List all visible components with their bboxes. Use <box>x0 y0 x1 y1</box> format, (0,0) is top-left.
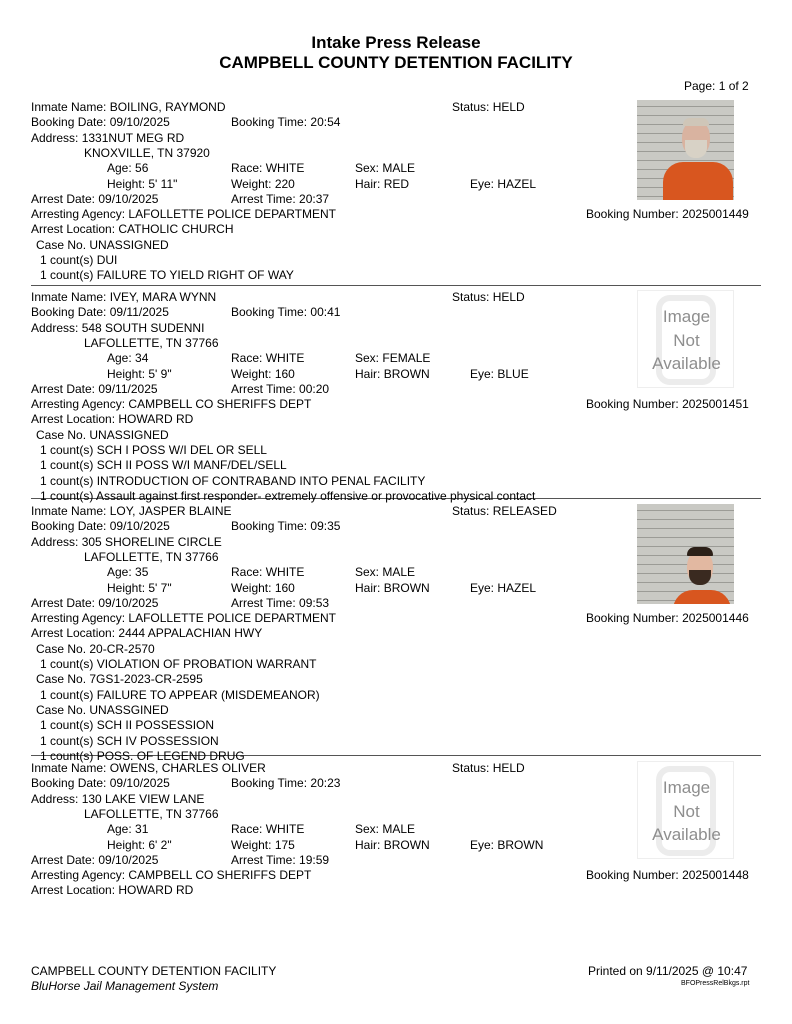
arrest-date <box>31 853 158 867</box>
race-value: WHITE <box>265 161 305 176</box>
height-value: 5' 7" <box>148 580 172 595</box>
arresting-agency-value: LAFOLLETTE POLICE DEPARTMENT <box>128 611 337 626</box>
inmate-name-label: Inmate Name: <box>31 100 107 114</box>
charge-line: 1 count(s) SCH II POSS W/I MANF/DEL/SELL <box>40 458 287 473</box>
facility-title: CAMPBELL COUNTY DETENTION FACILITY <box>219 53 573 72</box>
sex-value: MALE <box>382 161 416 176</box>
inmate-name-value: IVEY, MARA WYNN <box>109 290 217 304</box>
hair <box>355 581 430 595</box>
arresting-agency <box>31 611 336 625</box>
address <box>31 792 204 806</box>
booking-number <box>586 207 749 221</box>
inmate-name <box>31 290 216 304</box>
arrest-location <box>31 412 193 426</box>
height <box>107 581 172 595</box>
arrest-location <box>31 626 262 640</box>
charge-line: 1 count(s) FAILURE TO YIELD RIGHT OF WAY <box>40 268 294 283</box>
footer-system: BluHorse Jail Management System <box>31 979 219 993</box>
address-value: 305 SHORELINE CIRCLE <box>81 534 222 549</box>
weight-value: 220 <box>274 176 295 191</box>
booking-number-value: 2025001448 <box>682 868 749 883</box>
booking-date-label: Booking Date: <box>31 115 107 130</box>
booking-number <box>586 868 749 882</box>
arresting-agency <box>31 397 311 411</box>
hair <box>355 838 430 852</box>
charge-line: 1 count(s) FAILURE TO APPEAR (MISDEMEANOR) <box>40 687 320 702</box>
age-value: 34 <box>135 351 149 366</box>
arrest-time-label: Arrest Time: <box>231 595 296 610</box>
booking-date <box>31 776 170 790</box>
arrest-location-label: Arrest Location: <box>31 626 116 641</box>
inmate-name-label: Inmate Name: <box>31 290 107 304</box>
sex <box>355 351 430 365</box>
image-placeholder-text: Available <box>652 354 721 373</box>
weight-value: 175 <box>274 837 295 852</box>
booking-date-label: Booking Date: <box>31 776 107 791</box>
weight <box>231 838 295 852</box>
address-city: LAFOLLETTE, TN 37766 <box>84 335 219 350</box>
hair <box>355 177 409 191</box>
booking-time-label: Booking Time: <box>231 305 308 320</box>
weight-label: Weight: <box>231 580 272 595</box>
inmate-name <box>31 761 266 775</box>
status-value: HELD <box>492 100 525 114</box>
inmate-name-value: OWENS, CHARLES OLIVER <box>109 761 266 775</box>
race <box>231 822 304 836</box>
arrest-date-label: Arrest Date: <box>31 191 96 206</box>
booking-time-value: 09:35 <box>310 519 341 534</box>
arrest-time <box>231 382 329 396</box>
age-value: 35 <box>135 565 149 580</box>
image-placeholder-text: Available <box>652 825 721 844</box>
race-label: Race: <box>231 351 263 366</box>
arrest-date-label: Arrest Date: <box>31 595 96 610</box>
status-label: Status: <box>452 100 490 114</box>
race <box>231 161 304 175</box>
address-value: 548 SOUTH SUDENNI <box>81 320 205 335</box>
footer-report-file: BFOPressRelBkgs.rpt <box>681 980 750 987</box>
booking-number-label: Booking Number: <box>586 611 679 626</box>
status-label: Status: <box>452 504 490 518</box>
address <box>31 535 222 549</box>
weight <box>231 367 295 381</box>
address <box>31 131 184 145</box>
arresting-agency <box>31 868 311 882</box>
arrest-date-label: Arrest Date: <box>31 381 96 396</box>
booking-number-label: Booking Number: <box>586 397 679 412</box>
race <box>231 565 304 579</box>
booking-time-label: Booking Time: <box>231 115 308 130</box>
case-number: Case No. UNASSIGNED <box>36 427 169 442</box>
booking-date-value: 09/11/2025 <box>109 305 169 320</box>
inmate-name-value: BOILING, RAYMOND <box>109 100 226 114</box>
sex-label: Sex: <box>355 565 380 580</box>
charge-line: 1 count(s) SCH IV POSSESSION <box>40 733 219 748</box>
age-label: Age: <box>107 565 132 580</box>
hair <box>355 367 430 381</box>
weight-label: Weight: <box>231 366 272 381</box>
hair-value: BROWN <box>383 580 430 595</box>
booking-number <box>586 397 749 411</box>
arresting-agency-label: Arresting Agency: <box>31 611 126 626</box>
status-value: RELEASED <box>492 504 557 518</box>
height-value: 6' 2" <box>148 837 172 852</box>
age-label: Age: <box>107 161 132 176</box>
arrest-date <box>31 382 158 396</box>
height-value: 5' 9" <box>148 366 172 381</box>
booking-number-value: 2025001446 <box>682 611 749 626</box>
arrest-time-label: Arrest Time: <box>231 191 296 206</box>
charge-line: 1 count(s) DUI <box>40 253 118 267</box>
arrest-location-value: CATHOLIC CHURCH <box>118 222 234 237</box>
booking-date-label: Booking Date: <box>31 305 107 320</box>
eye-value: HAZEL <box>497 580 537 595</box>
status <box>452 100 525 114</box>
booking-date-value: 09/10/2025 <box>109 519 170 534</box>
arrest-location-label: Arrest Location: <box>31 883 116 898</box>
inmate-name <box>31 100 226 114</box>
height-label: Height: <box>107 580 146 595</box>
arrest-time-label: Arrest Time: <box>231 381 296 396</box>
eye <box>470 367 529 381</box>
booking-photo <box>637 504 734 604</box>
inmate-name-label: Inmate Name: <box>31 761 107 775</box>
address-city: LAFOLLETTE, TN 37766 <box>84 806 219 821</box>
arrest-date-value: 09/10/2025 <box>98 191 159 206</box>
arresting-agency-label: Arresting Agency: <box>31 397 126 412</box>
address-city: KNOXVILLE, TN 37920 <box>84 145 210 160</box>
arrest-date-label: Arrest Date: <box>31 852 96 867</box>
status <box>452 504 557 518</box>
sex-label: Sex: <box>355 351 380 366</box>
eye-value: HAZEL <box>497 176 537 191</box>
arrest-time-value: 19:59 <box>299 852 330 867</box>
page-title: Intake Press Release <box>311 33 481 52</box>
status <box>452 761 525 775</box>
case-number: Case No. UNASSIGNED <box>36 237 169 252</box>
image-placeholder-text: Image <box>662 778 711 797</box>
booking-time <box>231 305 340 319</box>
arrest-location-label: Arrest Location: <box>31 222 116 237</box>
age-value: 56 <box>135 161 149 176</box>
charge-line: 1 count(s) VIOLATION OF PROBATION WARRANT <box>40 657 317 671</box>
weight <box>231 177 295 191</box>
booking-number-value: 2025001449 <box>682 207 749 222</box>
booking-number-value: 2025001451 <box>682 397 749 412</box>
race-value: WHITE <box>265 565 305 580</box>
address <box>31 321 204 335</box>
hair-value: RED <box>383 176 410 191</box>
arrest-time-value: 20:37 <box>299 191 330 206</box>
charge-line: 1 count(s) POSS. OF LEGEND DRUG <box>40 748 245 763</box>
age-label: Age: <box>107 822 132 837</box>
sex-value: MALE <box>382 565 416 580</box>
arrest-time <box>231 192 329 206</box>
sex-label: Sex: <box>355 822 380 837</box>
arrest-location-value: 2444 APPALACHIAN HWY <box>118 626 263 641</box>
weight-value: 160 <box>274 580 295 595</box>
case-number: Case No. 7GS1-2023-CR-2595 <box>36 672 203 687</box>
hair-label: Hair: <box>355 366 381 381</box>
weight-label: Weight: <box>231 837 272 852</box>
sex-value: MALE <box>382 822 416 837</box>
booking-date <box>31 115 170 129</box>
address-label: Address: <box>31 534 79 549</box>
booking-date <box>31 519 170 533</box>
arrest-date-value: 09/11/2025 <box>98 381 158 396</box>
eye-label: Eye: <box>470 176 495 191</box>
arrest-location-value: HOWARD RD <box>118 412 194 427</box>
charge-line: 1 count(s) SCH II POSSESSION <box>40 718 215 733</box>
sex <box>355 161 415 175</box>
charge-line: 1 count(s) SCH I POSS W/I DEL OR SELL <box>40 443 267 457</box>
arresting-agency-label: Arresting Agency: <box>31 207 126 222</box>
arrest-location <box>31 222 234 236</box>
eye <box>470 581 536 595</box>
arrest-location <box>31 883 193 897</box>
footer-facility: CAMPBELL COUNTY DETENTION FACILITY <box>31 964 277 978</box>
booking-time <box>231 776 340 790</box>
hair-value: BROWN <box>383 366 430 381</box>
booking-time-value: 20:54 <box>310 115 341 130</box>
booking-time-value: 20:23 <box>310 776 341 791</box>
hair-label: Hair: <box>355 837 381 852</box>
booking-number-label: Booking Number: <box>586 207 679 222</box>
weight-value: 160 <box>274 366 295 381</box>
age-value: 31 <box>135 822 149 837</box>
status-label: Status: <box>452 761 490 775</box>
booking-number-label: Booking Number: <box>586 868 679 883</box>
arresting-agency-value: LAFOLLETTE POLICE DEPARTMENT <box>128 207 337 222</box>
age-label: Age: <box>107 351 132 366</box>
hair-label: Hair: <box>355 176 381 191</box>
image-placeholder-text: Not <box>673 802 700 821</box>
address-value: 130 LAKE VIEW LANE <box>81 791 205 806</box>
eye <box>470 177 536 191</box>
arrest-time-label: Arrest Time: <box>231 852 296 867</box>
image-not-available <box>637 761 734 859</box>
booking-date <box>31 305 169 319</box>
booking-date-value: 09/10/2025 <box>109 776 170 791</box>
age <box>107 565 148 579</box>
eye-label: Eye: <box>470 580 495 595</box>
case-number: Case No. 20-CR-2570 <box>36 641 155 656</box>
charge-line: 1 count(s) Assault against first responder- extremely offensive or provocative physical contact <box>40 488 536 503</box>
booking-time-label: Booking Time: <box>231 519 308 534</box>
age <box>107 822 148 836</box>
booking-photo <box>637 100 734 200</box>
sex <box>355 822 415 836</box>
address-label: Address: <box>31 791 79 806</box>
address-value: 1331NUT MEG RD <box>81 130 185 145</box>
booking-time-label: Booking Time: <box>231 776 308 791</box>
arrest-time-value: 09:53 <box>299 595 330 610</box>
race-label: Race: <box>231 161 263 176</box>
arrest-date <box>31 596 158 610</box>
height <box>107 367 172 381</box>
race-label: Race: <box>231 565 263 580</box>
arresting-agency <box>31 207 336 221</box>
eye-value: BLUE <box>497 366 529 381</box>
arresting-agency-label: Arresting Agency: <box>31 868 126 883</box>
height-label: Height: <box>107 176 146 191</box>
status <box>452 290 525 304</box>
booking-number <box>586 611 749 625</box>
height-value: 5' 11" <box>148 176 178 191</box>
arresting-agency-value: CAMPBELL CO SHERIFFS DEPT <box>128 397 312 412</box>
charge-line: 1 count(s) INTRODUCTION OF CONTRABAND INTO PENAL FACILITY <box>40 473 426 488</box>
eye-value: BROWN <box>497 837 544 852</box>
arrest-date-value: 09/10/2025 <box>98 852 159 867</box>
eye-label: Eye: <box>470 837 495 852</box>
status-value: HELD <box>492 761 525 775</box>
address-city: LAFOLLETTE, TN 37766 <box>84 549 219 564</box>
status-label: Status: <box>452 290 490 304</box>
weight-label: Weight: <box>231 176 272 191</box>
eye-label: Eye: <box>470 366 495 381</box>
sex <box>355 565 415 579</box>
arrest-date-value: 09/10/2025 <box>98 595 159 610</box>
case-number: Case No. UNASSGINED <box>36 702 169 717</box>
image-not-available <box>637 290 734 388</box>
image-placeholder-text: Image <box>662 307 711 326</box>
race-value: WHITE <box>265 351 305 366</box>
sex-value: FEMALE <box>382 351 431 366</box>
arrest-location-value: HOWARD RD <box>118 883 194 898</box>
booking-time <box>231 115 340 129</box>
arrest-time <box>231 853 329 867</box>
arrest-time-value: 00:20 <box>299 381 330 396</box>
inmate-name <box>31 504 232 518</box>
age <box>107 161 148 175</box>
status-value: HELD <box>492 290 525 304</box>
race-label: Race: <box>231 822 263 837</box>
height-label: Height: <box>107 366 146 381</box>
hair-value: BROWN <box>383 837 430 852</box>
booking-date-value: 09/10/2025 <box>109 115 170 130</box>
booking-date-label: Booking Date: <box>31 519 107 534</box>
inmate-name-label: Inmate Name: <box>31 504 107 518</box>
race <box>231 351 304 365</box>
weight <box>231 581 295 595</box>
arrest-time <box>231 596 329 610</box>
arrest-date <box>31 192 158 206</box>
inmate-name-value: LOY, JASPER BLAINE <box>109 504 232 518</box>
eye <box>470 838 543 852</box>
booking-time <box>231 519 340 533</box>
hair-label: Hair: <box>355 580 381 595</box>
address-label: Address: <box>31 130 79 145</box>
booking-time-value: 00:41 <box>310 305 341 320</box>
height-label: Height: <box>107 837 146 852</box>
footer-printed: Printed on 9/11/2025 @ 10:47 <box>588 964 748 978</box>
height <box>107 838 172 852</box>
arresting-agency-value: CAMPBELL CO SHERIFFS DEPT <box>128 868 312 883</box>
address-label: Address: <box>31 320 79 335</box>
page-number: Page: 1 of 2 <box>684 79 749 93</box>
arrest-location-label: Arrest Location: <box>31 412 116 427</box>
height <box>107 177 177 191</box>
sex-label: Sex: <box>355 161 380 176</box>
age <box>107 351 148 365</box>
image-placeholder-text: Not <box>673 331 700 350</box>
race-value: WHITE <box>265 822 305 837</box>
record-divider <box>31 285 761 286</box>
